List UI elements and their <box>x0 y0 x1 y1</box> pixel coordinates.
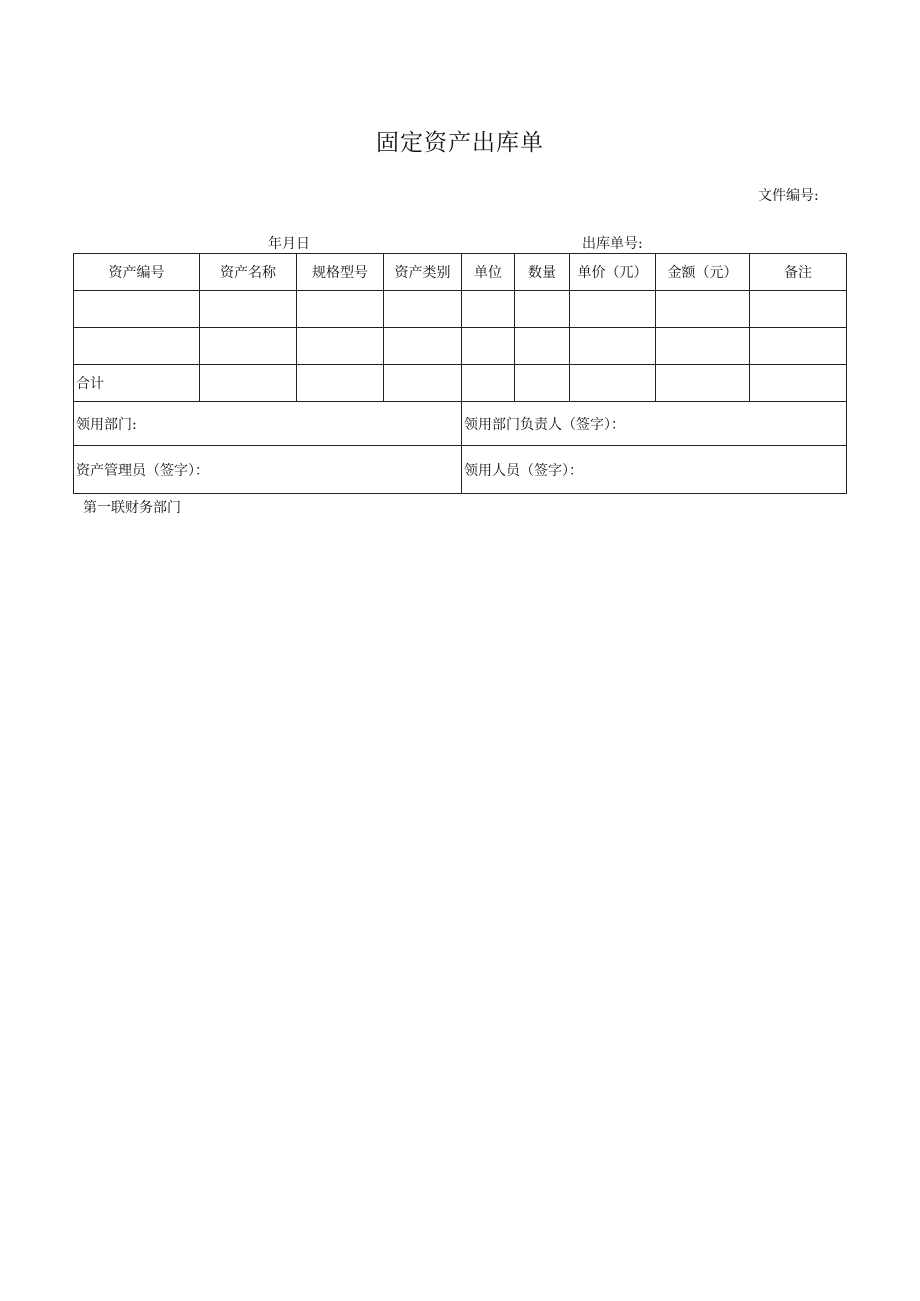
total-cell[interactable] <box>462 365 515 402</box>
table-cell[interactable] <box>297 328 384 365</box>
total-cell[interactable] <box>200 365 297 402</box>
receiving-department-field[interactable]: 领用部门: <box>74 402 462 446</box>
table-header-row <box>74 254 847 291</box>
table-cell[interactable] <box>750 328 847 365</box>
table-row <box>74 291 847 328</box>
header-unit: 单位 <box>462 254 515 291</box>
header-asset-name: 资产名称 <box>200 254 297 291</box>
table-cell[interactable] <box>515 291 570 328</box>
file-number-label: 文件编号: <box>758 188 819 204</box>
table-cell[interactable] <box>570 291 656 328</box>
signature-row <box>74 446 847 494</box>
header-specification-model: 规格型号 <box>297 254 384 291</box>
department-head-signature-field[interactable]: 领用部门负责人（签字）： <box>462 402 847 446</box>
total-label: 合计 <box>74 365 200 402</box>
table-cell[interactable] <box>384 328 462 365</box>
table-cell[interactable] <box>297 291 384 328</box>
asset-manager-signature-field[interactable]: 资产管理员（签字）： <box>74 446 462 494</box>
header-asset-number: 资产编号 <box>74 254 200 291</box>
total-cell[interactable] <box>297 365 384 402</box>
total-row <box>74 365 847 402</box>
header-asset-category: 资产类别 <box>384 254 462 291</box>
table-cell[interactable] <box>750 291 847 328</box>
total-cell[interactable] <box>384 365 462 402</box>
order-number-label: 出库单号: <box>582 236 643 252</box>
page-title: 固定资产出库单 <box>376 130 544 156</box>
table-cell[interactable] <box>462 328 515 365</box>
header-amount: 金额（元） <box>656 254 750 291</box>
table-cell[interactable] <box>200 291 297 328</box>
table-cell[interactable] <box>74 291 200 328</box>
table-cell[interactable] <box>656 291 750 328</box>
header-quantity: 数量 <box>515 254 570 291</box>
table-cell[interactable] <box>384 291 462 328</box>
table-cell[interactable] <box>515 328 570 365</box>
date-label: 年月日 <box>268 236 310 252</box>
total-cell[interactable] <box>570 365 656 402</box>
table-cell[interactable] <box>656 328 750 365</box>
receiver-signature-field[interactable]: 领用人员（签字）： <box>462 446 847 494</box>
signature-row <box>74 402 847 446</box>
table-cell[interactable] <box>462 291 515 328</box>
table-cell[interactable] <box>200 328 297 365</box>
total-cell[interactable] <box>750 365 847 402</box>
table-cell[interactable] <box>74 328 200 365</box>
header-remarks: 备注 <box>750 254 847 291</box>
asset-outbound-table <box>73 253 847 494</box>
header-unit-price: 单价（兀） <box>570 254 656 291</box>
total-cell[interactable] <box>656 365 750 402</box>
table-row <box>74 328 847 365</box>
table-cell[interactable] <box>570 328 656 365</box>
total-cell[interactable] <box>515 365 570 402</box>
copy-note: 第一联财务部门 <box>83 500 181 516</box>
